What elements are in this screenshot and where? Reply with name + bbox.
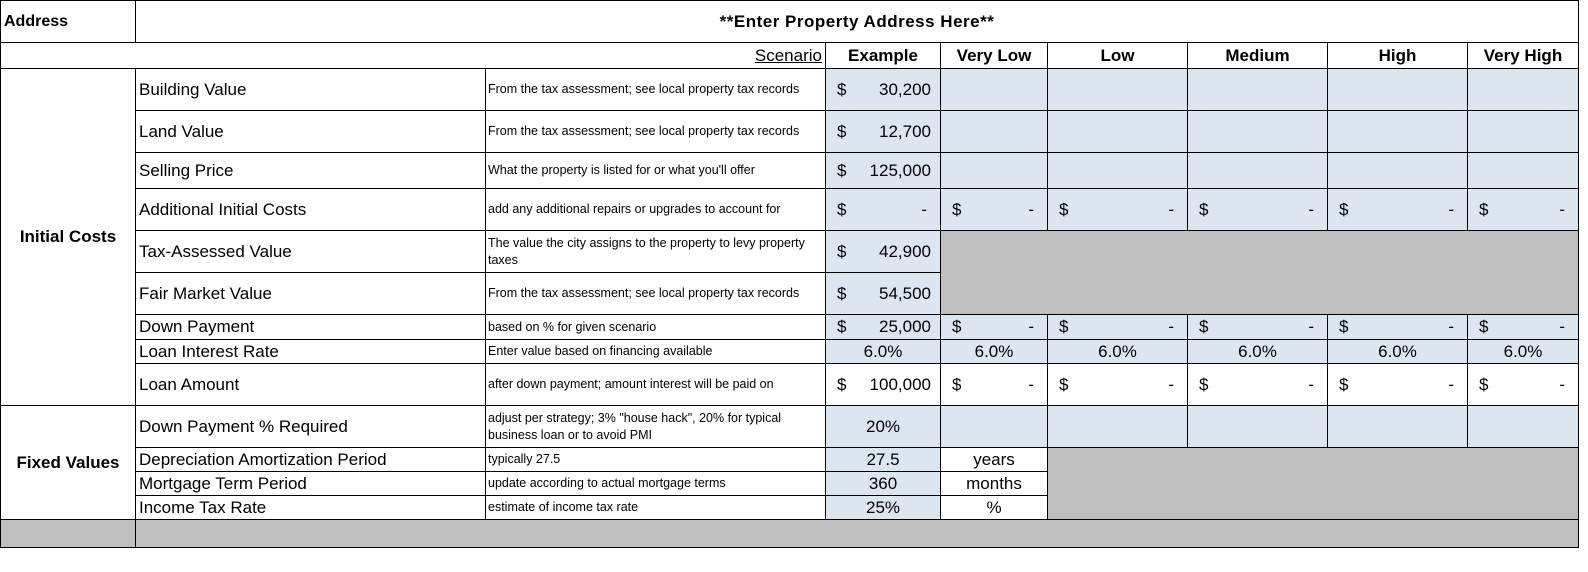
input-cell[interactable]	[1188, 111, 1328, 153]
example-value: 12,700	[879, 121, 931, 141]
scenario-medium: Medium	[1188, 43, 1328, 69]
input-cell[interactable]	[1328, 406, 1468, 448]
input-cell[interactable]	[1468, 189, 1579, 231]
fixed-values-section: Fixed Values	[1, 406, 136, 520]
currency-symbol: $	[837, 160, 847, 180]
row-description: typically 27.5	[486, 448, 826, 472]
row-label: Fair Market Value	[136, 273, 486, 315]
cell-value: -	[1308, 374, 1314, 394]
table-row	[1, 69, 1579, 111]
scenario-label: Scenario	[1, 43, 826, 69]
row-description: adjust per strategy; 3% "house hack", 20% for typical business loan or to avoid PMI	[486, 406, 826, 448]
unit-label: months	[941, 472, 1048, 496]
value-cell[interactable]	[941, 315, 1048, 340]
input-cell[interactable]	[1188, 406, 1328, 448]
currency-symbol: $	[837, 79, 847, 99]
row-label: Down Payment % Required	[136, 406, 486, 448]
table-row	[1, 340, 1579, 364]
currency-symbol: $	[1479, 317, 1489, 336]
currency-symbol: $	[1339, 374, 1349, 394]
row-description: after down payment; amount interest will be paid on	[486, 364, 826, 406]
row-description: What the property is listed for or what you'll offer	[486, 153, 826, 189]
address-row	[1, 1, 1579, 43]
cell-value: -	[1559, 199, 1565, 219]
row-label: Land Value	[136, 111, 486, 153]
footer-cell	[1, 520, 136, 548]
input-cell[interactable]	[1468, 153, 1579, 189]
value-cell[interactable]	[1188, 364, 1328, 406]
currency-symbol: $	[1479, 374, 1489, 394]
address-label: Address	[1, 1, 136, 43]
example-value-cell[interactable]	[826, 364, 941, 406]
currency-symbol: $	[1199, 199, 1209, 219]
value-cell[interactable]	[1468, 315, 1579, 340]
input-cell[interactable]	[1048, 189, 1188, 231]
row-label: Depreciation Amortization Period	[136, 448, 486, 472]
example-value: 54,500	[879, 283, 931, 303]
input-cell[interactable]	[1048, 111, 1188, 153]
row-description: add any additional repairs or upgrades to account for	[486, 189, 826, 231]
currency-symbol: $	[952, 374, 962, 394]
currency-symbol: $	[952, 317, 962, 336]
value-cell[interactable]	[1188, 315, 1328, 340]
cell-value: -	[1168, 374, 1174, 394]
value-cell[interactable]	[941, 364, 1048, 406]
row-description: From the tax assessment; see local property tax records	[486, 69, 826, 111]
example-value: 125,000	[869, 160, 931, 180]
example-value[interactable]: 6.0%	[826, 340, 941, 364]
row-label: Loan Amount	[136, 364, 486, 406]
input-cell[interactable]	[1188, 69, 1328, 111]
value-cell[interactable]	[1328, 364, 1468, 406]
input-cell[interactable]	[1048, 153, 1188, 189]
input-cell[interactable]	[1048, 406, 1188, 448]
footer-cell	[136, 520, 1579, 548]
example-value: 25,000	[879, 317, 931, 336]
example-value: 100,000	[869, 374, 931, 394]
input-cell[interactable]	[941, 69, 1048, 111]
example-value: -	[921, 199, 927, 219]
example-value-cell[interactable]	[826, 189, 941, 231]
row-label: Mortgage Term Period	[136, 472, 486, 496]
table-row	[1, 315, 1579, 340]
currency-symbol: $	[1199, 374, 1209, 394]
example-value-cell[interactable]	[826, 69, 941, 111]
cell-value: -	[1168, 317, 1174, 336]
row-description: based on % for given scenario	[486, 315, 826, 340]
currency-symbol: $	[952, 199, 962, 219]
currency-symbol: $	[1339, 317, 1349, 336]
input-cell[interactable]	[1328, 153, 1468, 189]
value-cell[interactable]	[1468, 364, 1579, 406]
address-input[interactable]: **Enter Property Address Here**	[136, 1, 1579, 43]
input-cell[interactable]	[941, 111, 1048, 153]
cell-value: -	[1448, 317, 1454, 336]
input-cell[interactable]	[1468, 406, 1579, 448]
cell-value: -	[1308, 199, 1314, 219]
disabled-area	[941, 231, 1579, 315]
scenario-very-high: Very High	[1468, 43, 1579, 69]
disabled-area	[1048, 448, 1579, 520]
input-cell[interactable]	[1188, 189, 1328, 231]
example-value[interactable]: 27.5	[826, 448, 941, 472]
table-row	[1, 406, 1579, 448]
example-value: 42,900	[879, 241, 931, 261]
cell-value: -	[1028, 317, 1034, 336]
row-label: Additional Initial Costs	[136, 189, 486, 231]
cell-value: -	[1028, 374, 1034, 394]
currency-symbol: $	[837, 317, 847, 336]
unit-label: %	[941, 496, 1048, 520]
row-description: estimate of income tax rate	[486, 496, 826, 520]
example-value[interactable]: 25%	[826, 496, 941, 520]
input-cell[interactable]	[941, 153, 1048, 189]
table-row	[1, 231, 1579, 273]
footer-row	[1, 520, 1579, 548]
scenario-very-low: Very Low	[941, 43, 1048, 69]
currency-symbol: $	[837, 283, 847, 303]
currency-symbol: $	[837, 199, 847, 219]
example-value-cell[interactable]	[826, 231, 941, 273]
input-cell[interactable]	[941, 406, 1048, 448]
table-row	[1, 111, 1579, 153]
row-description: Enter value based on financing available	[486, 340, 826, 364]
row-label: Income Tax Rate	[136, 496, 486, 520]
scenario-header-row	[1, 43, 1579, 69]
value-cell[interactable]	[1328, 315, 1468, 340]
unit-label: years	[941, 448, 1048, 472]
example-value: 30,200	[879, 79, 931, 99]
currency-symbol: $	[837, 241, 847, 261]
currency-symbol: $	[837, 121, 847, 141]
value-cell[interactable]	[1048, 364, 1188, 406]
scenario-low: Low	[1048, 43, 1188, 69]
row-label: Selling Price	[136, 153, 486, 189]
currency-symbol: $	[1479, 199, 1489, 219]
cell-value: -	[1559, 317, 1565, 336]
cell-value[interactable]: 6.0%	[941, 340, 1048, 364]
row-label: Down Payment	[136, 315, 486, 340]
cell-value: -	[1448, 199, 1454, 219]
table-row	[1, 189, 1579, 231]
cell-value[interactable]: 6.0%	[1188, 340, 1328, 364]
example-value[interactable]: 360	[826, 472, 941, 496]
cell-value[interactable]: 6.0%	[1328, 340, 1468, 364]
value-cell[interactable]	[1048, 315, 1188, 340]
table-row	[1, 153, 1579, 189]
table-row	[1, 364, 1579, 406]
example-value-cell[interactable]	[826, 315, 941, 340]
scenario-example: Example	[826, 43, 941, 69]
example-value-cell[interactable]	[826, 273, 941, 315]
cell-value: -	[1308, 317, 1314, 336]
input-cell[interactable]	[1328, 189, 1468, 231]
cell-value[interactable]: 6.0%	[1468, 340, 1579, 364]
cell-value: -	[1448, 374, 1454, 394]
currency-symbol: $	[1059, 199, 1069, 219]
cell-value: -	[1559, 374, 1565, 394]
row-label: Tax-Assessed Value	[136, 231, 486, 273]
initial-costs-section: Initial Costs	[1, 69, 136, 406]
input-cell[interactable]	[1048, 69, 1188, 111]
currency-symbol: $	[1059, 317, 1069, 336]
input-cell[interactable]	[941, 189, 1048, 231]
cell-value: -	[1028, 199, 1034, 219]
example-value-cell[interactable]	[826, 153, 941, 189]
currency-symbol: $	[1339, 199, 1349, 219]
row-label: Loan Interest Rate	[136, 340, 486, 364]
scenario-high: High	[1328, 43, 1468, 69]
input-cell[interactable]	[1328, 69, 1468, 111]
example-value[interactable]: 20%	[826, 406, 941, 448]
cell-value: -	[1168, 199, 1174, 219]
row-description: The value the city assigns to the property to levy property taxes	[486, 231, 826, 273]
currency-symbol: $	[1199, 317, 1209, 336]
table-row	[1, 448, 1579, 472]
input-cell[interactable]	[1468, 111, 1579, 153]
currency-symbol: $	[837, 374, 847, 394]
example-value-cell[interactable]	[826, 111, 941, 153]
currency-symbol: $	[1059, 374, 1069, 394]
row-description: From the tax assessment; see local property tax records	[486, 273, 826, 315]
row-description: update according to actual mortgage terms	[486, 472, 826, 496]
cell-value[interactable]: 6.0%	[1048, 340, 1188, 364]
row-label: Building Value	[136, 69, 486, 111]
input-cell[interactable]	[1188, 153, 1328, 189]
input-cell[interactable]	[1328, 111, 1468, 153]
input-cell[interactable]	[1468, 69, 1579, 111]
row-description: From the tax assessment; see local property tax records	[486, 111, 826, 153]
